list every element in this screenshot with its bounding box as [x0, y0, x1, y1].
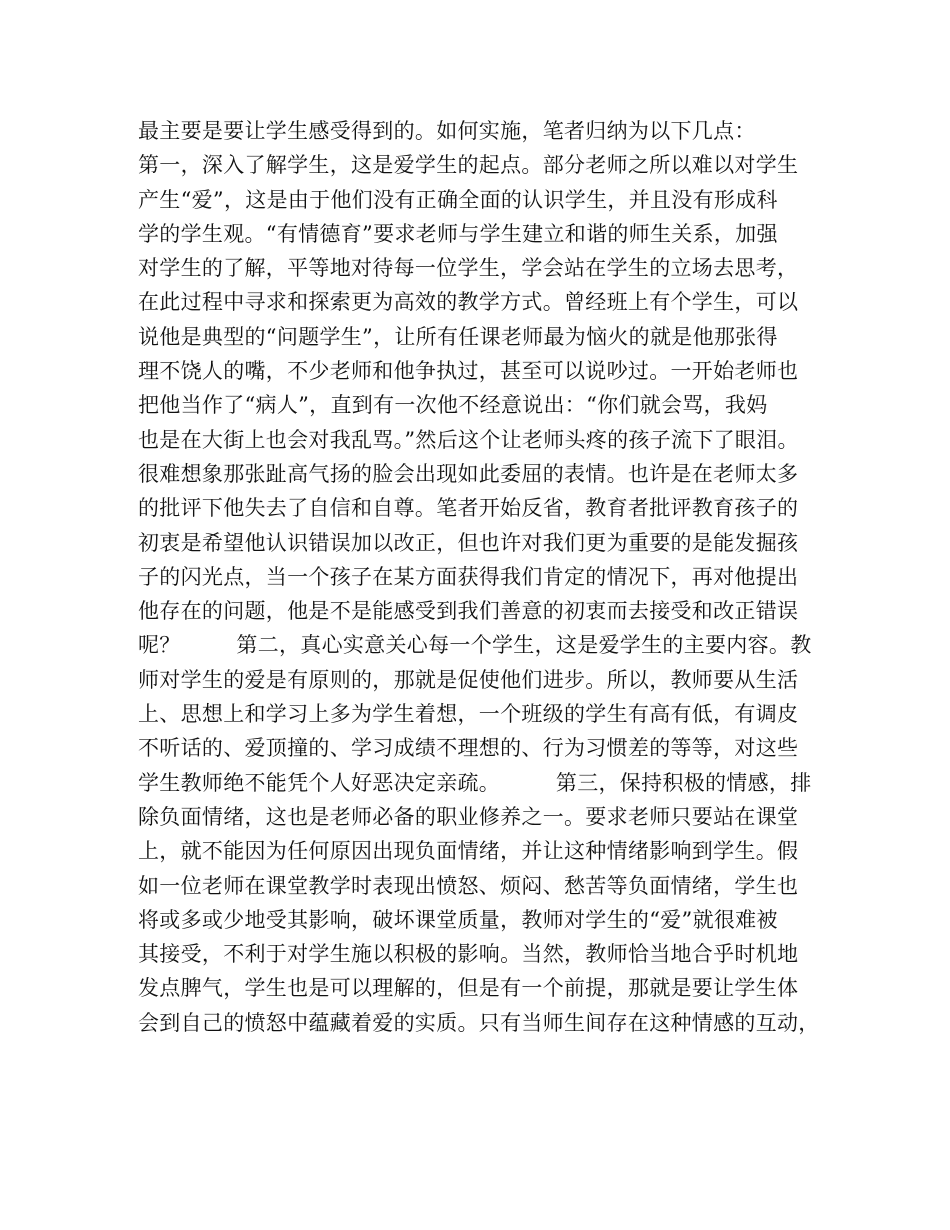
- text-line: 除负面情绪，这也是老师必备的职业修养之一。要求老师只要站在课堂: [138, 804, 799, 829]
- text-line: 在此过程中寻求和探索更为高效的教学方式。曾经班上有个学生，可以: [138, 290, 799, 315]
- text-line: 最主要是要让学生感受得到的。如何实施，笔者归纳为以下几点：: [138, 119, 756, 143]
- text-line: 将或多或少地受其影响，破坏课堂质量，教师对学生的“爱”就很难被: [138, 907, 778, 932]
- text-line: 说他是典型的“问题学生”，让所有任课老师最为恼火的就是他那张得: [138, 324, 778, 349]
- text-line: 师对学生的爱是有原则的，那就是促使他们进步。所以，教师要从生活: [138, 667, 799, 692]
- text-line: 第一，深入了解学生，这是爱学生的起点。部分老师之所以难以对学生: [138, 153, 799, 178]
- text-line: 其接受，不利于对学生施以积极的影响。当然，教师恰当地合乎时机地: [138, 942, 799, 967]
- text-line: 很难想象那张趾高气扬的脸会出现如此委屈的表情。也许是在老师太多: [138, 461, 799, 486]
- text-line: 他存在的问题，他是不是能感受到我们善意的初衷而去接受和改正错误: [138, 599, 799, 624]
- text-line: 子的闪光点，当一个孩子在某方面获得我们肯定的情况下，再对他提出: [138, 564, 799, 589]
- text-line: 发点脾气，学生也是可以理解的，但是有一个前提，那就是要让学生体: [138, 976, 799, 1001]
- text-line: 学生教师绝不能凭个人好恶决定亲疏。 第三，保持积极的情感，排: [138, 770, 812, 795]
- text-line: 学的学生观。“有情德育”要求老师与学生建立和谐的师生关系，加强: [138, 221, 778, 246]
- text-line: 的批评下他失去了自信和自尊。笔者开始反省，教育者批评教育孩子的: [138, 496, 799, 521]
- text-line: 如一位老师在课堂教学时表现出愤怒、烦闷、愁苦等负面情绪，学生也: [138, 873, 799, 898]
- text-line: 初衷是希望他认识错误加以改正，但也许对我们更为重要的是能发掘孩: [138, 530, 799, 555]
- text-line: 会到自己的愤怒中蕴藏着爱的实质。只有当师生间存在这种情感的互动，: [138, 1010, 820, 1035]
- text-line: 理不饶人的嘴，不少老师和他争执过，甚至可以说吵过。一开始老师也: [138, 359, 799, 384]
- text-line: 也是在大街上也会对我乱骂。”然后这个让老师头疼的孩子流下了眼泪。: [138, 427, 799, 452]
- text-line: 不听话的、爱顶撞的、学习成绩不理想的、行为习惯差的等等，对这些: [138, 736, 799, 761]
- text-line: 对学生的了解，平等地对待每一位学生，学会站在学生的立场去思考，: [138, 256, 799, 281]
- text-line: 上，就不能因为任何原因出现负面情绪，并让这种情绪影响到学生。假: [138, 839, 799, 864]
- text-line: 上、思想上和学习上多为学生着想，一个班级的学生有高有低，有调皮: [138, 702, 799, 727]
- text-line: 把他当作了“病人”，直到有一次他不经意说出：“你们就会骂，我妈: [138, 393, 768, 418]
- body-text: [138, 114, 838, 1040]
- text-line: 产生“爱”，这是由于他们没有正确全面的认识学生，并且没有形成科: [138, 187, 778, 212]
- text-line: 呢？ 第二，真心实意关心每一个学生，这是爱学生的主要内容。教: [138, 633, 812, 658]
